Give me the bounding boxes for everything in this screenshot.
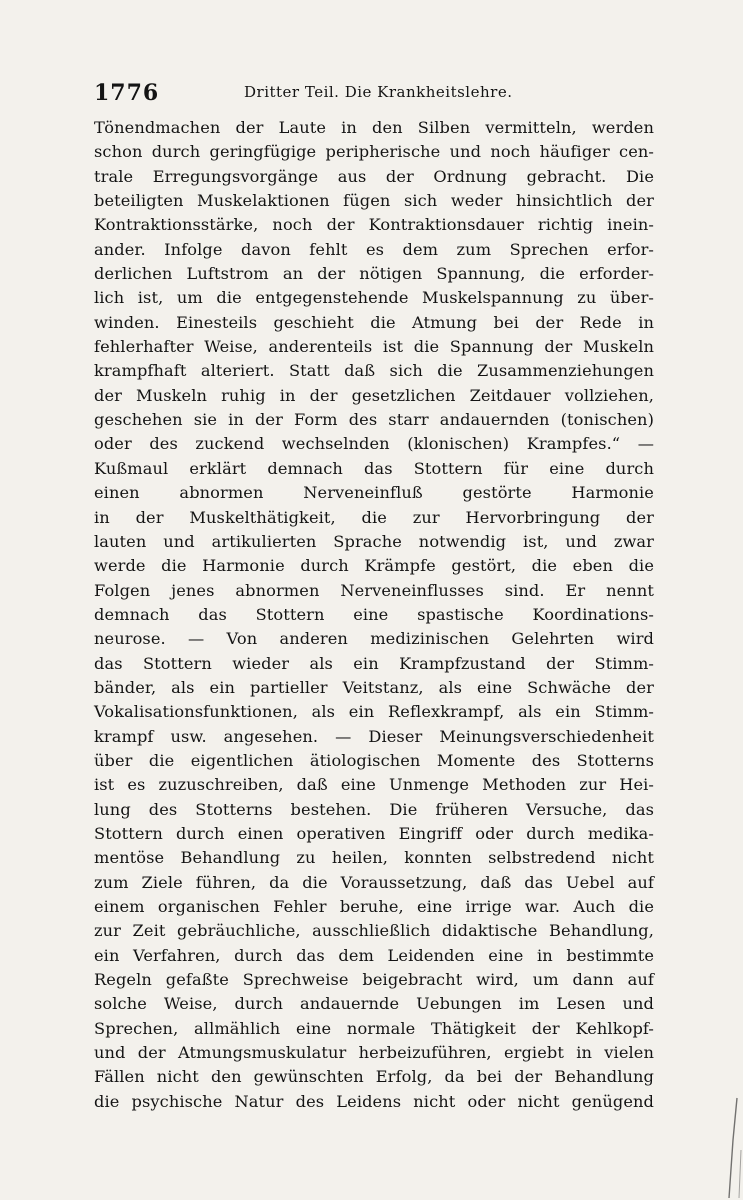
text-line: Sprechen, allmählich eine normale Thätigkeit der Kehlkopf-	[94, 1018, 654, 1038]
text-line: trale Erregungsvorgänge aus der Ordnung gebracht. Die	[94, 166, 654, 186]
text-line: schon durch geringfügige peripherische und noch häufiger cen-	[94, 142, 654, 162]
text-line: bänder, als ein partieller Veitstanz, als eine Schwäche der	[94, 677, 654, 697]
text-line: in der Muskelthätigkeit, die zur Hervorbringung der	[94, 507, 654, 527]
text-line: oder des zuckend wechselnden (klonischen) Krampfes.“ —	[94, 434, 654, 454]
text-line: Stottern durch einen operativen Eingriff oder durch medika-	[94, 823, 654, 843]
text-line: Vokalisationsfunktionen, als ein Reflexkrampf, als ein Stimm-	[94, 702, 654, 722]
text-line: Kußmaul erklärt demnach das Stottern für eine durch	[94, 458, 654, 478]
text-line: und der Atmungsmuskulatur herbeizuführen, ergiebt in vielen	[94, 1043, 654, 1063]
text-line: die psychische Natur des Leidens nicht oder nicht genügend	[94, 1091, 654, 1111]
text-line: Kontraktionsstärke, noch der Kontraktionsdauer richtig inein-	[94, 215, 654, 235]
text-line: ander. Infolge davon fehlt es dem zum Sprechen erfor-	[94, 239, 654, 259]
text-line: mentöse Behandlung zu heilen, konnten selbstredend nicht	[94, 848, 654, 868]
text-line: neurose. — Von anderen medizinischen Gelehrten wird	[94, 629, 654, 649]
text-line: einem organischen Fehler beruhe, eine irrige war. Auch die	[94, 897, 654, 916]
text-line: lich ist, um die entgegenstehende Muskelspannung zu über-	[94, 288, 654, 308]
text-line: demnach das Stottern eine spastische Koordinations-	[94, 604, 654, 624]
text-line: zum Ziele führen, da die Voraussetzung, daß das Uebel auf	[94, 872, 654, 892]
page-number: 1776	[94, 80, 160, 106]
text-line: winden. Einesteils geschieht die Atmung bei der Rede in	[94, 312, 654, 332]
text-line: der Muskeln ruhig in der gesetzlichen Zeitdauer vollziehen,	[94, 385, 654, 405]
text-line: Folgen jenes abnormen Nerveneinflusses sind. Er nennt	[94, 580, 654, 600]
page-edge-scuff	[703, 1080, 743, 1200]
text-line: solche Weise, durch andauernde Uebungen im Lesen und	[94, 994, 654, 1014]
text-line: Regeln gefaßte Sprechweise beigebracht wird, um dann auf	[94, 970, 654, 990]
text-line: geschehen sie in der Form des starr andauernden (tonischen)	[94, 410, 654, 430]
text-line: ist es zuzuschreiben, daß eine Unmenge Methoden zur Hei-	[94, 775, 654, 795]
running-head: Dritter Teil. Die Krankheitslehre.	[244, 83, 513, 101]
body-text	[94, 116, 654, 1114]
text-line: fehlerhafter Weise, anderenteils ist die Spannung der Muskeln	[94, 337, 654, 357]
text-line: werde die Harmonie durch Krämpfe gestört, die eben die	[94, 556, 654, 576]
text-line: Fällen nicht den gewünschten Erfolg, da bei der Behandlung	[94, 1067, 654, 1087]
text-line: beteiligten Muskelaktionen fügen sich weder hinsichtlich der	[94, 191, 654, 211]
text-line: krampf usw. angesehen. — Dieser Meinungsverschiedenheit	[94, 726, 654, 746]
text-line: einen abnormen Nerveneinfluß gestörte Harmonie	[94, 483, 654, 503]
text-line: das Stottern wieder als ein Krampfzustand der Stimm-	[94, 653, 654, 673]
text-line: lung des Stotterns bestehen. Die früheren Versuche, das	[94, 799, 654, 819]
text-line: ein Verfahren, durch das dem Leidenden eine in bestimmte	[94, 945, 654, 965]
text-line: zur Zeit gebräuchliche, ausschließlich didaktische Behandlung,	[94, 921, 654, 941]
page-header	[94, 80, 654, 108]
text-line: lauten und artikulierten Sprache notwendig ist, und zwar	[94, 531, 654, 551]
text-line: krampfhaft alteriert. Statt daß sich die Zusammenziehungen	[94, 361, 654, 381]
text-line: Tönendmachen der Laute in den Silben vermitteln, werden	[94, 118, 654, 137]
text-line: derlichen Luftstrom an der nötigen Spannung, die erforder-	[94, 264, 654, 284]
text-line: über die eigentlichen ätiologischen Momente des Stotterns	[94, 750, 654, 770]
